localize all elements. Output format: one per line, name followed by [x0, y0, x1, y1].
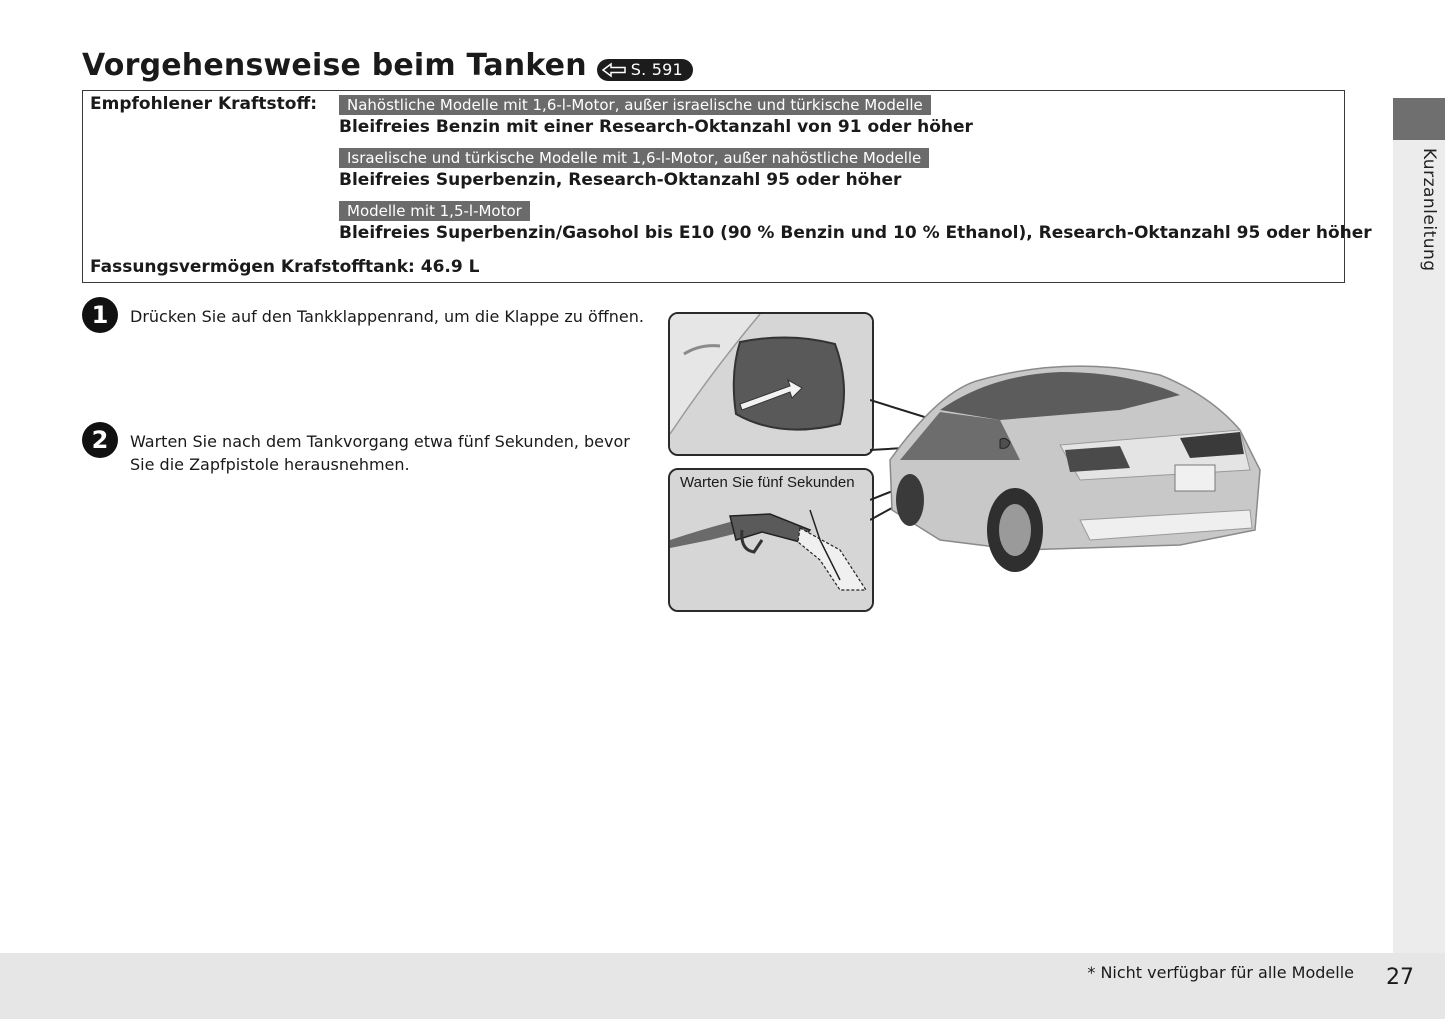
fuel-flap-illustration	[668, 312, 874, 456]
fuel-requirement: Bleifreies Superbenzin/Gasohol bis E10 (90 % Benzin und 10 % Ethanol), Research-Oktanzahl 95 oder höher	[339, 223, 1372, 243]
side-tab-marker	[1393, 98, 1445, 140]
step-number: 1	[82, 297, 118, 333]
step-1	[82, 297, 650, 333]
page-footer	[0, 953, 1445, 1019]
page-title	[82, 48, 693, 83]
arrow-ref-icon	[601, 62, 627, 78]
fuel-requirement: Bleifreies Superbenzin, Research-Oktanzahl 95 oder höher	[339, 170, 902, 190]
fuel-spec-box	[82, 90, 1372, 283]
tank-capacity: Fassungsvermögen Krafstofftank: 46.9 L	[90, 257, 480, 277]
model-tag: Modelle mit 1,5-l-Motor	[339, 201, 530, 221]
fuel-flap-icon	[670, 314, 872, 454]
fuel-spec-entries	[339, 94, 1372, 253]
fuel-nozzle-icon	[670, 470, 872, 610]
wait-caption: Warten Sie fünf Sekunden	[680, 474, 855, 491]
section-tab-label[interactable]: Kurzanleitung	[1419, 148, 1439, 272]
nozzle-wait-illustration	[668, 468, 874, 612]
step-text: Drücken Sie auf den Tankklappenrand, um die Klappe zu öffnen.	[130, 307, 644, 326]
model-tag: Nahöstliche Modelle mit 1,6-l-Motor, außer israelische und türkische Modelle	[339, 95, 931, 115]
footnote: * Nicht verfügbar für alle Modelle	[1087, 963, 1354, 982]
step-2	[82, 422, 650, 476]
fuel-spec-label: Empfohlener Kraftstoff:	[90, 94, 318, 114]
step-text: Warten Sie nach dem Tankvorgang etwa fünf Sekunden, bevor Sie die Zapfpistole herausnehmen.	[130, 432, 630, 474]
car-rear-icon	[880, 350, 1265, 580]
fuel-spec-entry	[339, 200, 1372, 245]
fuel-spec-entry	[339, 94, 1339, 139]
title-text: Vorgehensweise beim Tanken	[82, 48, 587, 83]
page-number: 27	[1386, 965, 1414, 990]
page-reference-label: S. 591	[630, 60, 683, 79]
fuel-requirement: Bleifreies Benzin mit einer Research-Oktanzahl von 91 oder höher	[339, 117, 973, 137]
step-number: 2	[82, 422, 118, 458]
page-reference-link[interactable]	[597, 59, 693, 81]
fuel-spec-entry	[339, 147, 1339, 192]
model-tag: Israelische und türkische Modelle mit 1,6-l-Motor, außer nahöstliche Modelle	[339, 148, 929, 168]
